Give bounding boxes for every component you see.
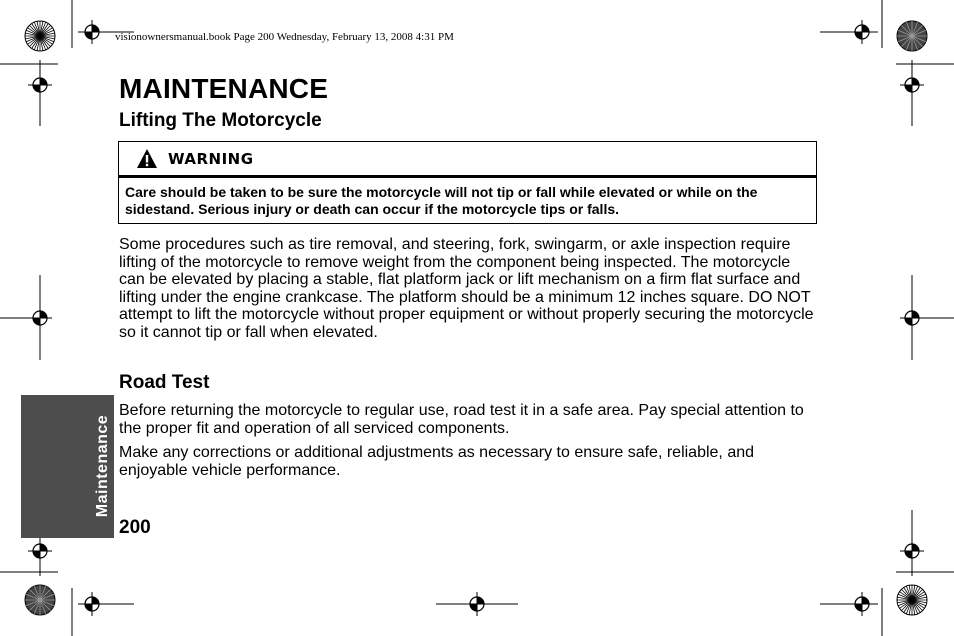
- warning-triangle-icon: [136, 148, 158, 170]
- page-number: 200: [119, 517, 151, 538]
- warning-text: Care should be taken to be sure the motorcycle will not tip or fall while elevated or while on the sidestand. Serious injury or death can occur if the motorcycle tips or falls.: [125, 184, 758, 217]
- print-info-header: visionownersmanual.book Page 200 Wednesday, February 13, 2008 4:31 PM: [115, 31, 454, 43]
- page-title: MAINTENANCE: [119, 73, 329, 104]
- road-test-paragraph-1: Before returning the motorcycle to regular use, road test it in a safe area. Pay special attention to the proper fit and operation of all serviced components.: [119, 402, 804, 437]
- section-title-road-test: Road Test: [119, 372, 210, 393]
- road-test-paragraph-2: Make any corrections or additional adjustments as necessary to ensure safe, reliable, and enjoyable vehicle performance.: [119, 444, 755, 479]
- warning-header: [119, 142, 816, 178]
- lifting-paragraph: Some procedures such as tire removal, and steering, fork, swingarm, or axle inspection require lifting of the motorcycle to remove weight from the component being inspected. The motorcycle can be elevated by placing a stable, flat platform jack or lift mechanism on a firm flat surface and lifting under the engine crankcase. The platform should be a minimum 12 inches square. DO NOT attempt to lift the motorcycle without proper equipment or without properly securing the motorcycle so it cannot tip or fall when elevated.: [119, 236, 814, 341]
- warning-label: WARNING: [168, 149, 254, 168]
- warning-box: [118, 141, 817, 224]
- side-tab-label: Maintenance: [94, 414, 111, 518]
- section-title-lifting: Lifting The Motorcycle: [119, 110, 322, 131]
